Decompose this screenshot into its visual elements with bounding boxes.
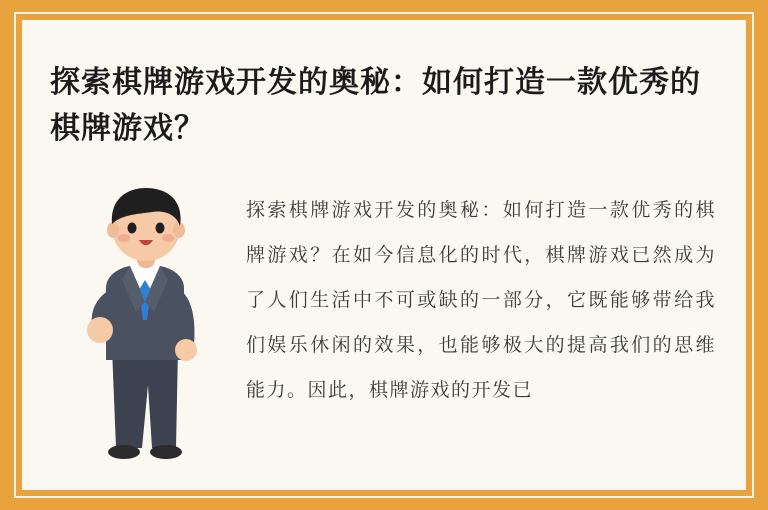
article-body-text: 探索棋牌游戏开发的奥秘：如何打造一款优秀的棋牌游戏？在如今信息化的时代，棋牌游戏已然成为了人们生活中不可或缺的一部分，它既能够带给我们娱乐休闲的效果，也能够极大的提高我们的思维能力。因此，棋牌游戏的开发已 — [246, 200, 716, 401]
article-body-area — [50, 170, 718, 470]
article-content — [22, 20, 746, 490]
article-title: 探索棋牌游戏开发的奥秘：如何打造一款优秀的棋牌游戏？ — [50, 66, 701, 145]
article-card — [22, 20, 746, 490]
businessman-cartoon-illustration — [60, 180, 230, 470]
